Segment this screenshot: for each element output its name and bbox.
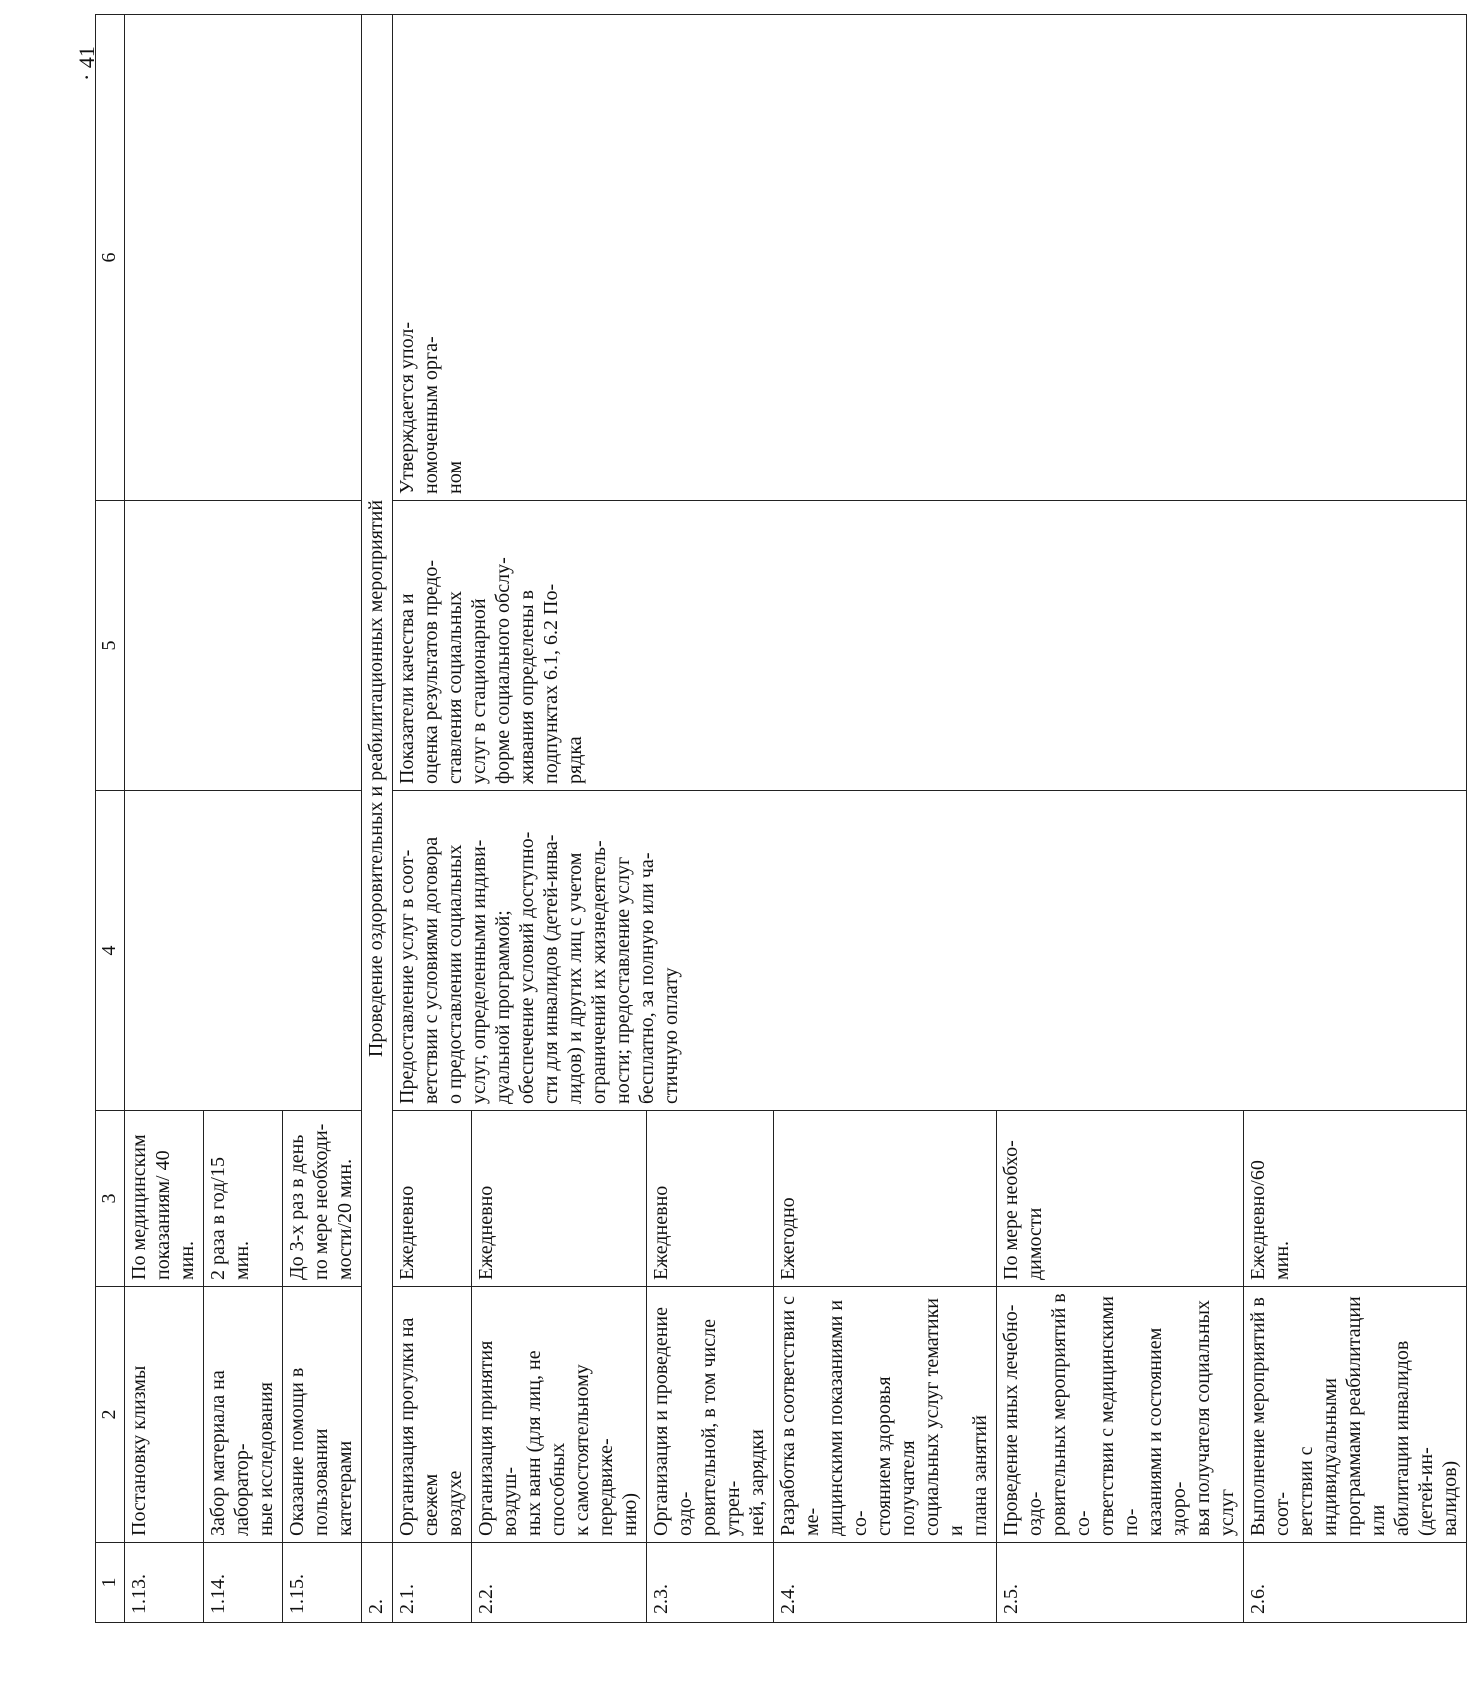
service-name-text: Организация принятия воздуш- ных ванн (для лиц, не способных к самостоятельному передвиже- нию): [475, 1340, 641, 1536]
service-name-text: Проведение иных лечебно-оздо- ровительных мероприятий в со- ответствии с медицинскими по- казаниями и состоянием здоро- вья получателя социальных услуг: [1000, 1293, 1238, 1536]
service-name: [283, 1287, 362, 1543]
row-number-text: 2.2.: [475, 1584, 497, 1614]
service-name: [1244, 1287, 1467, 1543]
row-number-text: 2.6.: [1247, 1584, 1269, 1614]
conditions-cell-empty: [125, 791, 362, 1111]
row-number-text: 1.14.: [207, 1574, 229, 1614]
approval-cell-text: Утверждается упол- номоченным орга- ном: [396, 322, 466, 494]
service-name: [647, 1287, 774, 1543]
page-number: · 41: [74, 46, 99, 81]
approval-cell-empty: [125, 15, 362, 501]
service-name-text: Выполнение мероприятий в соот- ветствии с индивидуальными программами реабилитации или абилитации инвалидов (детей-ин- валидов): [1247, 1296, 1461, 1536]
row-number: [997, 1543, 1244, 1623]
service-name: [472, 1287, 647, 1543]
service-name-text: Организация прогулки на свежем воздухе: [396, 1317, 466, 1536]
column-header-2: 2: [96, 1287, 125, 1543]
row-number: [125, 1543, 204, 1623]
service-frequency: [283, 1111, 362, 1287]
quality-cell: [393, 501, 1467, 791]
service-frequency-text: Ежедневно: [396, 1185, 418, 1280]
column-header-1: 1: [96, 1543, 125, 1623]
section-title: [362, 15, 393, 1543]
service-frequency: [125, 1111, 204, 1287]
service-frequency-text: Ежедневно: [650, 1185, 672, 1280]
service-frequency-text: Ежегодно: [777, 1197, 799, 1280]
table-row: [393, 15, 472, 1623]
row-number-text: 2.3.: [650, 1584, 672, 1614]
service-frequency: [393, 1111, 472, 1287]
row-number: [774, 1543, 997, 1623]
row-number-text: 2.4.: [777, 1584, 799, 1614]
conditions-cell: [393, 791, 1467, 1111]
approval-cell: [393, 15, 1467, 501]
row-number-text: 1.15.: [286, 1574, 308, 1614]
conditions-cell-text: Предоставление услуг в соот- ветствии с условиями договора о предоставлении социальных услуг, определенными индиви- дуальной программой; обеспечение условий доступно- сти для инвалидов (детей-инва- лидов) и других лиц с учетом ограничений их жизнедеятель- ности; предоставление услуг бесплатно, за полную или ча- стичную оплату: [396, 831, 682, 1104]
section-title-text: Проведение оздоровительных и реабилитационных мероприятий: [365, 499, 387, 1058]
row-number-text: 1.13.: [128, 1574, 150, 1614]
row-number: [204, 1543, 283, 1623]
service-name-text: Разработка в соответствии с ме- дицинскими показаниями и со- стоянием здоровья получателя социальных услуг тематики и плана занятий: [777, 1295, 991, 1536]
column-header-5: 5: [96, 501, 125, 791]
service-name-text: Оказание помощи в пользовании катетерами: [286, 1367, 356, 1536]
service-frequency-text: 2 раза в год/15 мин.: [207, 1157, 253, 1280]
service-frequency: [472, 1111, 647, 1287]
row-number: [393, 1543, 472, 1623]
row-number-text: 2.1.: [396, 1584, 418, 1614]
service-frequency: [997, 1111, 1244, 1287]
quality-cell-empty: [125, 501, 362, 791]
section-row: [362, 15, 393, 1623]
column-header-6: 6: [96, 15, 125, 501]
header-row: [96, 15, 125, 1623]
services-table-body: [96, 15, 1467, 1623]
column-header-3: 3: [96, 1111, 125, 1287]
service-name-text: Забор материала на лаборатор- ные исследования: [207, 1370, 277, 1536]
service-frequency-text: До 3-х раз в день по мере необходи- мости/20 мин.: [286, 1123, 356, 1280]
service-frequency-text: Ежедневно/60 мин.: [1247, 1160, 1293, 1280]
service-frequency-text: По медицинским показаниям/ 40 мин.: [128, 1134, 198, 1280]
service-frequency: [1244, 1111, 1467, 1287]
service-name: [393, 1287, 472, 1543]
service-name: [125, 1287, 204, 1543]
service-frequency: [647, 1111, 774, 1287]
column-header-4: 4: [96, 791, 125, 1111]
service-name-text: Организация и проведение оздо- ровительной, в том числе утрен- ней, зарядки: [650, 1307, 768, 1536]
section-number-text: 2.: [365, 1599, 387, 1614]
service-name: [774, 1287, 997, 1543]
service-frequency-text: Ежедневно: [475, 1185, 497, 1280]
service-frequency-text: По мере необхо- димости: [1000, 1140, 1046, 1280]
table-row: [125, 15, 204, 1623]
service-name: [204, 1287, 283, 1543]
row-number: [1244, 1543, 1467, 1623]
section-number: [362, 1543, 393, 1623]
services-table: [95, 14, 1467, 1623]
row-number: [647, 1543, 774, 1623]
row-number: [472, 1543, 647, 1623]
service-frequency: [774, 1111, 997, 1287]
row-number-text: 2.5.: [1000, 1584, 1022, 1614]
service-name: [997, 1287, 1244, 1543]
quality-cell-text: Показатели качества и оценка результатов предо- ставления социальных услуг в стационарной форме социального обслу- живания определены в подпунктах 6.1, 6.2 По- рядка: [396, 557, 586, 784]
service-frequency: [204, 1111, 283, 1287]
service-name-text: Постановку клизмы: [128, 1365, 150, 1536]
row-number: [283, 1543, 362, 1623]
